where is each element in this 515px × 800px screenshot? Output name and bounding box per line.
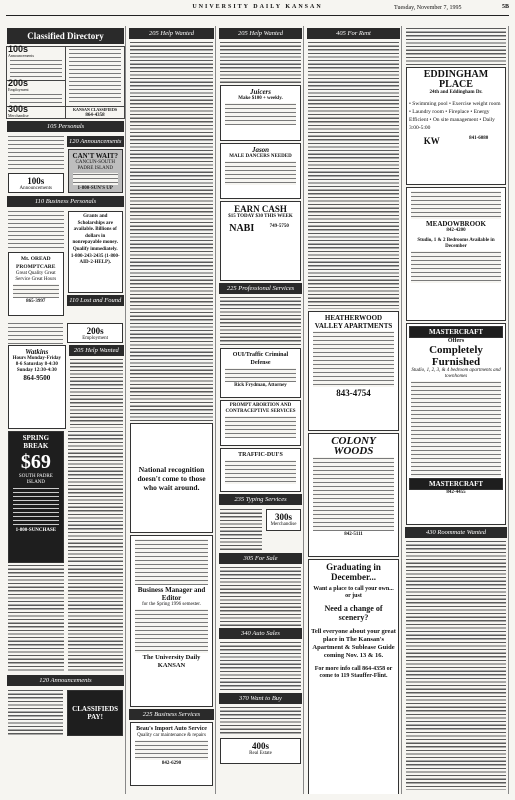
ad-graduating: Graduating in December... Want a place to call your own... or just Need a change of scenery? Tell everyone about your great place in The Kansan's Apartment & Sublease Guide coming Nov. 13 & 16. For more info call 864-4358 or come to 119 Stauffer-Flint.	[308, 559, 399, 794]
header-help-wanted-1: 205 Help Wanted	[69, 345, 124, 356]
ad-colony-woods: COLONY WOODS 842-5111	[308, 433, 399, 557]
header-want-to-buy: 370 Want to Buy	[219, 693, 302, 704]
typing-listings	[220, 508, 262, 550]
ad-300s: 300s Merchandise	[266, 509, 301, 531]
ad-100s: 100s Announcements	[8, 173, 64, 193]
announcements-listings-2	[8, 689, 63, 737]
directory-300s: 300s Merchandise	[7, 107, 66, 119]
ad-business-manager: Business Manager and Editor for the Spring 1996 semester. The University Daily KANSAN	[130, 535, 213, 707]
ad-traffic-dui: TRAFFIC-DUI'S	[220, 448, 301, 492]
help-wanted-listings-2	[68, 430, 123, 562]
directory-100s: 100s Announcements	[7, 47, 66, 81]
column-5	[404, 26, 509, 794]
header-professional-services: 225 Professional Services	[219, 283, 302, 294]
ad-oui-traffic: OUI/Traffic Criminal Defense Rick Frydman, Attorney	[220, 348, 301, 398]
directory-title: Classified Directory	[7, 28, 124, 44]
help-wanted-listings-c3	[220, 41, 301, 83]
header-auto-sales: 340 Auto Sales	[219, 628, 302, 639]
ad-400s-c3: 400s Real Estate	[220, 738, 301, 764]
lost-found-listings	[8, 322, 63, 344]
for-rent-listings-c4	[308, 41, 399, 309]
paper-name: UNIVERSITY DAILY KANSAN	[192, 4, 323, 10]
header-announcements-2: 120 Announcements	[7, 675, 124, 686]
header-announcements: 120 Announcements	[67, 136, 125, 147]
masthead-rule	[6, 15, 509, 16]
directory-table	[6, 46, 125, 119]
header-business-personals: 110 Business Personals	[7, 196, 124, 207]
ad-eddingham-place: EDDINGHAM PLACE 24th and Eddingham Dr. • Swimming pool • Exercise weight room • Laundry room • Fireplace • Energy Efficient • On site management • Daily 3:00-5:00 KW 841-6080	[406, 67, 506, 185]
for-rent-listings-c5	[406, 27, 506, 65]
ad-classifieds-pay: CLASSIFIEDS PAY!	[67, 690, 123, 736]
business-listings	[8, 210, 64, 250]
ad-grants: Grants and Scholarships are available. Billions of dollars in nonrepayable money. Qualify immediately. 1-800-243-2435 (1-800-AID-2-HELP).	[68, 211, 124, 293]
column-4	[306, 26, 402, 794]
header-lost-found-mini: 110 Lost and Found	[67, 295, 125, 306]
ad-meadowbrook: MEADOWBROOK 842-4200 Studio, 1 & 2 Bedrooms Available in December	[406, 187, 506, 321]
personals-listings	[6, 134, 66, 194]
directory-contact: KANSAN CLASSIFIEDS 864-4358	[66, 107, 125, 119]
ad-spring-break: SPRING BREAK $69 SOUTH PADRE ISLAND 1-800-SUNCHASE	[8, 431, 64, 563]
ad-mastercraft: MASTERCRAFT Offers Completely Furnished Studio, 1, 2, 3, & 4 bedroom apartments and townhomes MASTERCRAFT 842-4455	[406, 323, 506, 525]
header-help-wanted-c3: 205 Help Wanted	[219, 28, 302, 39]
column-1	[6, 26, 126, 794]
column-3	[218, 26, 304, 794]
header-business-services: 225 Business Services	[129, 709, 214, 720]
header-roommate-wanted: 430 Roommate Wanted	[405, 527, 507, 538]
header-personals: 105 Personals	[7, 121, 124, 132]
directory-policy	[66, 47, 125, 107]
ad-earn-cash: EARN CASH $15 TODAY $30 THIS WEEK NABI 749-5750	[220, 201, 301, 281]
help-wanted-listings-c2	[130, 41, 213, 421]
ad-cancun: CAN'T WAIT? CANCUN-SOUTH PADRE ISLAND 1-800-SUN'S UP	[68, 149, 124, 193]
ad-watkins: Watkins Hours Monday-Friday 8-6 Saturday 8-4:30 Sunday 12:30-4:30 864-9500	[8, 345, 66, 429]
roommate-listings	[406, 540, 506, 790]
header-typing-services: 235 Typing Services	[219, 494, 302, 505]
ad-jason-dancers: Jason MALE DANCERS NEEDED	[220, 143, 301, 199]
ad-prompt-abortion: PROMPT ABORTION AND CONTRACEPTIVE SERVICES	[220, 400, 301, 446]
issue-date: Tuesday, November 7, 1995	[394, 5, 462, 11]
professional-listings	[220, 296, 301, 346]
ad-beaus-import: Beau's Import Auto Service Quality car maintenance & repairs 842-6290	[130, 722, 213, 786]
help-wanted-listings-3	[68, 564, 124, 672]
directory-200s: 200s Employment	[7, 81, 66, 107]
help-wanted-listings-1	[70, 358, 123, 428]
ad-juicers: Juicers Make $100 + weekly.	[220, 85, 301, 141]
personals-listings-2	[8, 564, 64, 672]
want-to-buy-listings	[220, 706, 301, 736]
masthead	[6, 4, 509, 14]
header-help-wanted-c2: 205 Help Wanted	[129, 28, 214, 39]
header-for-sale: 305 For Sale	[219, 553, 302, 564]
for-sale-listings	[220, 566, 301, 626]
ad-200s: 200s Employment	[67, 323, 123, 343]
ad-heatherwood: HEATHERWOOD VALLEY APARTMENTS 843-4754	[308, 311, 399, 431]
column-2	[128, 26, 216, 794]
header-for-rent-c4: 405 For Rent	[307, 28, 400, 39]
ad-national-recognition: National recognition doesn't come to those who wait around.	[130, 423, 213, 533]
auto-listings	[220, 641, 301, 691]
page-number: 5B	[501, 4, 509, 10]
ad-mt-oread: Mt. OREAD PROMPTCARE Great Quality Great Service Great Hours 865-3997	[8, 252, 64, 316]
